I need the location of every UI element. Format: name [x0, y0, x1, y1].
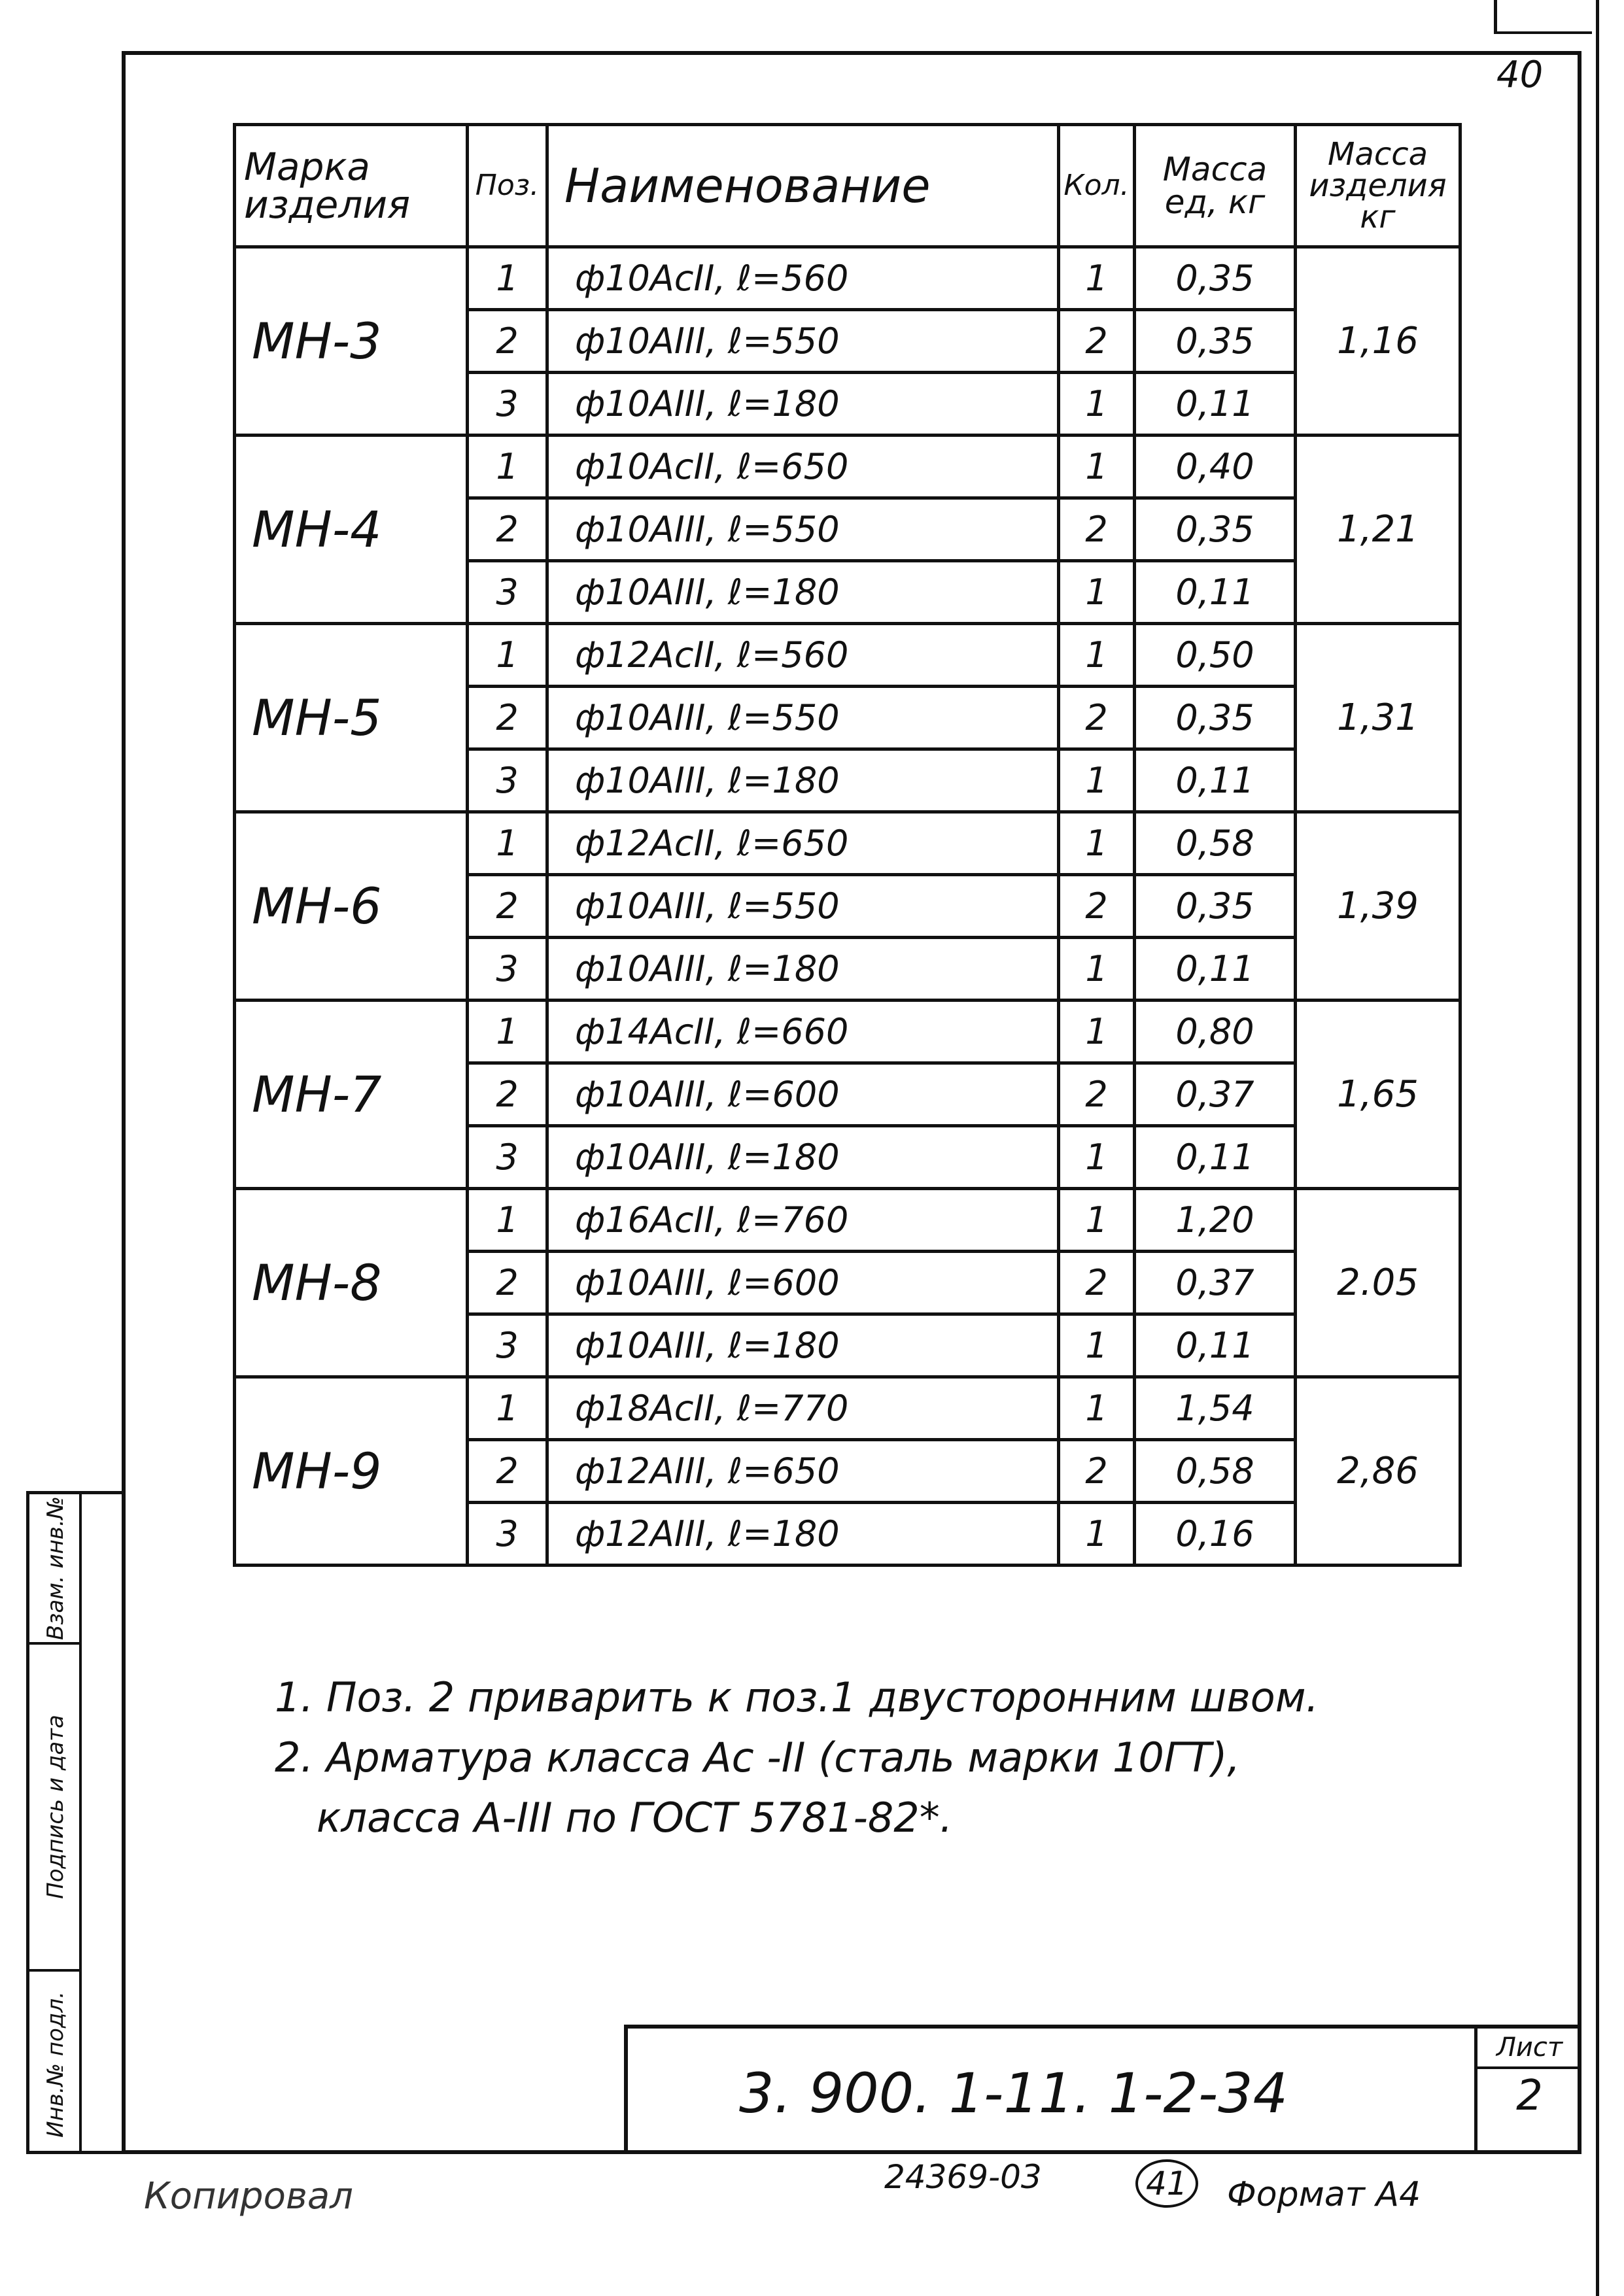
cell-qty: 2 — [1059, 687, 1135, 749]
cell-unit-mass: 1,20 — [1135, 1189, 1296, 1252]
cell-qty: 1 — [1059, 1189, 1135, 1252]
cell-qty: 2 — [1059, 498, 1135, 561]
cell-pos: 1 — [468, 1377, 547, 1440]
table-row — [235, 812, 1460, 875]
note-1: 1. Поз. 2 приварить к поз.1 двусторонним швом. — [275, 1673, 1319, 1721]
cell-unit-mass: 0,35 — [1135, 310, 1296, 373]
table-header-row — [235, 125, 1460, 247]
cell-pos: 3 — [468, 373, 547, 436]
cell-unit-mass: 0,58 — [1135, 812, 1296, 875]
cell-name: ф10АIII, ℓ=180 — [547, 1126, 1059, 1189]
header-name: Наименование — [547, 125, 1059, 247]
cell-name: ф10АIII, ℓ=550 — [547, 310, 1059, 373]
cell-name: ф10АIII, ℓ=180 — [547, 373, 1059, 436]
note-2: 2. Арматура класса Ас -II (сталь марки 10ГТ), — [275, 1734, 1241, 1781]
cell-unit-mass: 0,35 — [1135, 687, 1296, 749]
cell-name: ф10АIII, ℓ=600 — [547, 1252, 1059, 1314]
header-unit-mass: Масса ед, кг — [1135, 125, 1296, 247]
specification-table — [233, 123, 1462, 1567]
cell-qty: 1 — [1059, 1314, 1135, 1377]
cell-qty: 1 — [1059, 1001, 1135, 1063]
header-pos: Поз. — [468, 125, 547, 247]
cell-unit-mass: 0,16 — [1135, 1503, 1296, 1566]
title-block — [624, 2025, 1581, 2154]
cell-unit-mass: 0,11 — [1135, 938, 1296, 1001]
cell-name: ф12АсII, ℓ=650 — [547, 812, 1059, 875]
cell-unit-mass: 0,37 — [1135, 1252, 1296, 1314]
cell-qty: 2 — [1059, 1440, 1135, 1503]
cell-total-mass: 1,65 — [1296, 1001, 1460, 1189]
cell-pos: 3 — [468, 561, 547, 624]
table-row — [235, 1189, 1460, 1252]
cell-mark: МН-8 — [235, 1189, 468, 1377]
cell-total-mass: 1,31 — [1296, 624, 1460, 812]
signature-date-label: Подпись и дата — [43, 1715, 69, 1899]
cell-unit-mass: 0,80 — [1135, 1001, 1296, 1063]
cell-pos: 3 — [468, 1314, 547, 1377]
cell-name: ф10АсII, ℓ=560 — [547, 247, 1059, 310]
top-right-tick-horizontal — [1494, 31, 1592, 34]
cell-unit-mass: 0,11 — [1135, 1314, 1296, 1377]
side-cell-inv-original — [29, 1972, 82, 2157]
cell-unit-mass: 0,35 — [1135, 247, 1296, 310]
cell-name: ф10АсII, ℓ=650 — [547, 436, 1059, 498]
cell-unit-mass: 0,11 — [1135, 561, 1296, 624]
header-total-mass: Масса изделия кг — [1296, 125, 1460, 247]
cell-pos: 3 — [468, 938, 547, 1001]
sheet-label: Лист — [1477, 2029, 1581, 2069]
cell-pos: 3 — [468, 1126, 547, 1189]
cell-pos: 3 — [468, 749, 547, 812]
cell-pos: 1 — [468, 624, 547, 687]
cell-name: ф10АIII, ℓ=180 — [547, 561, 1059, 624]
cell-qty: 1 — [1059, 1377, 1135, 1440]
cell-name: ф10АIII, ℓ=550 — [547, 687, 1059, 749]
cell-qty: 1 — [1059, 938, 1135, 1001]
note-3: класса А-III по ГОСТ 5781-82*. — [317, 1794, 953, 1842]
cell-name: ф12АIII, ℓ=180 — [547, 1503, 1059, 1566]
cell-pos: 1 — [468, 1001, 547, 1063]
cell-unit-mass: 0,50 — [1135, 624, 1296, 687]
cell-name: ф10АIII, ℓ=180 — [547, 938, 1059, 1001]
cell-qty: 1 — [1059, 561, 1135, 624]
sheet-box — [1474, 2029, 1581, 2154]
sheet-number: 2 — [1516, 2072, 1543, 2120]
cell-unit-mass: 0,35 — [1135, 875, 1296, 938]
cell-pos: 2 — [468, 687, 547, 749]
cell-name: ф10АIII, ℓ=550 — [547, 875, 1059, 938]
cell-unit-mass: 0,37 — [1135, 1063, 1296, 1126]
cell-mark: МН-6 — [235, 812, 468, 1001]
cell-name: ф12АсII, ℓ=560 — [547, 624, 1059, 687]
table-row — [235, 247, 1460, 310]
replaces-inv-label: Взам. инв.№ — [43, 1496, 69, 1641]
side-cell-signature-date — [29, 1645, 82, 1972]
header-qty: Кол. — [1059, 125, 1135, 247]
cell-name: ф10АIII, ℓ=180 — [547, 749, 1059, 812]
cell-pos: 2 — [468, 875, 547, 938]
cell-unit-mass: 0,11 — [1135, 1126, 1296, 1189]
cell-qty: 1 — [1059, 1503, 1135, 1566]
cell-qty: 1 — [1059, 373, 1135, 436]
cell-pos: 3 — [468, 1503, 547, 1566]
cell-pos: 2 — [468, 1252, 547, 1314]
cell-name: ф12АIII, ℓ=650 — [547, 1440, 1059, 1503]
cell-unit-mass: 0,11 — [1135, 749, 1296, 812]
cell-pos: 1 — [468, 1189, 547, 1252]
side-cell-replaces-inv — [29, 1494, 82, 1645]
right-edge-line — [1596, 0, 1599, 2296]
cell-pos: 2 — [468, 310, 547, 373]
specification-body — [235, 247, 1460, 1566]
table-row — [235, 1001, 1460, 1063]
cell-name: ф14АсII, ℓ=660 — [547, 1001, 1059, 1063]
cell-qty: 2 — [1059, 310, 1135, 373]
header-mark: Марка изделия — [235, 125, 468, 247]
cell-pos: 1 — [468, 812, 547, 875]
copied-by: Копировал — [144, 2175, 353, 2218]
cell-pos: 2 — [468, 498, 547, 561]
cell-qty: 2 — [1059, 1063, 1135, 1126]
cell-qty: 1 — [1059, 436, 1135, 498]
cell-unit-mass: 0,40 — [1135, 436, 1296, 498]
cell-qty: 1 — [1059, 1126, 1135, 1189]
cell-qty: 1 — [1059, 247, 1135, 310]
cell-total-mass: 2,86 — [1296, 1377, 1460, 1566]
cell-mark: МН-5 — [235, 624, 468, 812]
cell-pos: 2 — [468, 1063, 547, 1126]
cell-name: ф16АсII, ℓ=760 — [547, 1189, 1059, 1252]
cell-pos: 1 — [468, 247, 547, 310]
cell-pos: 1 — [468, 436, 547, 498]
cell-mark: МН-4 — [235, 436, 468, 624]
cell-qty: 1 — [1059, 812, 1135, 875]
side-strip — [26, 1491, 122, 2154]
cell-unit-mass: 1,54 — [1135, 1377, 1296, 1440]
corner-number: 40 — [1496, 54, 1544, 96]
cell-total-mass: 1,21 — [1296, 436, 1460, 624]
page-number: 41 — [1135, 2159, 1198, 2208]
order-number: 24369-03 — [884, 2158, 1042, 2196]
inv-original-label: Инв.№ подл. — [43, 1991, 69, 2138]
cell-name: ф18АсII, ℓ=770 — [547, 1377, 1059, 1440]
format-label: Формат А4 — [1227, 2175, 1421, 2214]
cell-qty: 2 — [1059, 875, 1135, 938]
cell-qty: 2 — [1059, 1252, 1135, 1314]
cell-unit-mass: 0,35 — [1135, 498, 1296, 561]
cell-name: ф10АIII, ℓ=550 — [547, 498, 1059, 561]
cell-qty: 1 — [1059, 624, 1135, 687]
cell-total-mass: 2.05 — [1296, 1189, 1460, 1377]
cell-total-mass: 1,39 — [1296, 812, 1460, 1001]
cell-mark: МН-9 — [235, 1377, 468, 1566]
document-code: 3. 900. 1-11. 1-2-34 — [739, 2061, 1288, 2125]
table-row — [235, 1377, 1460, 1440]
cell-unit-mass: 0,58 — [1135, 1440, 1296, 1503]
cell-mark: МН-3 — [235, 247, 468, 436]
table-row — [235, 436, 1460, 498]
cell-name: ф10АIII, ℓ=180 — [547, 1314, 1059, 1377]
table-row — [235, 624, 1460, 687]
cell-mark: МН-7 — [235, 1001, 468, 1189]
cell-pos: 2 — [468, 1440, 547, 1503]
cell-name: ф10АIII, ℓ=600 — [547, 1063, 1059, 1126]
cell-qty: 1 — [1059, 749, 1135, 812]
notes — [275, 1668, 1319, 1848]
cell-unit-mass: 0,11 — [1135, 373, 1296, 436]
cell-total-mass: 1,16 — [1296, 247, 1460, 436]
top-right-tick — [1494, 0, 1497, 33]
